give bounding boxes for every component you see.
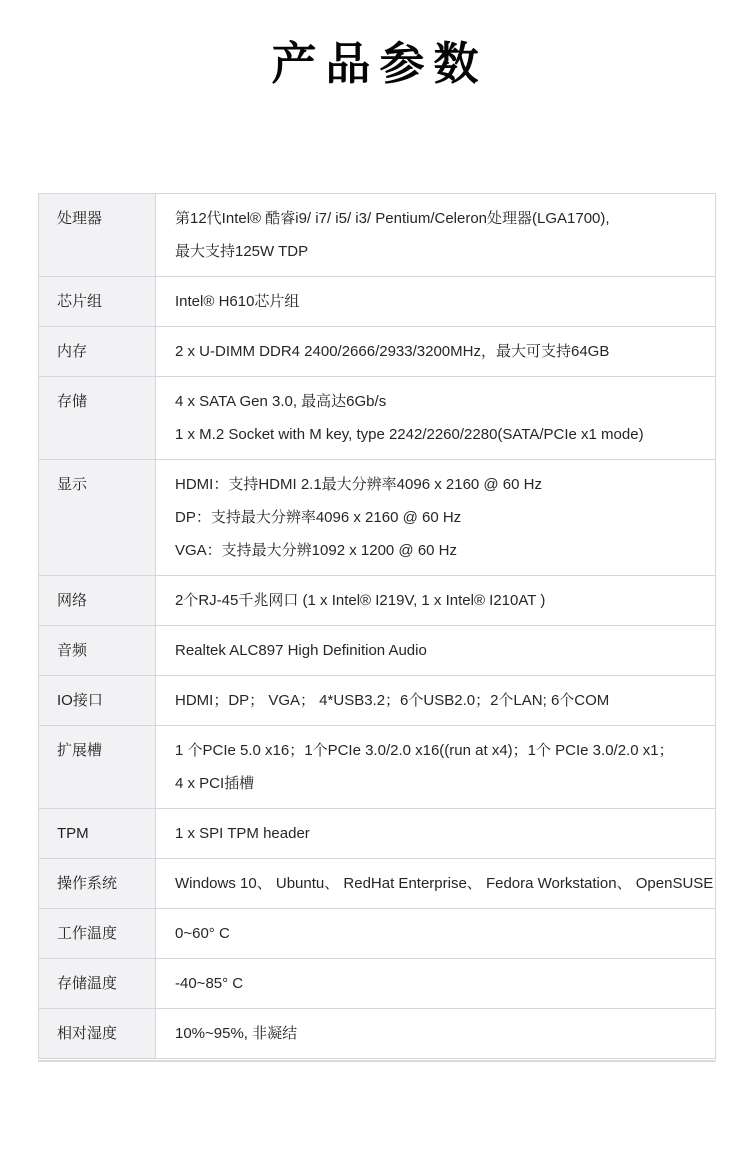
- spec-label: 存储温度: [39, 959, 156, 1009]
- spec-label: 相对湿度: [39, 1009, 156, 1059]
- table-bottom-edge: [38, 1060, 716, 1062]
- spec-table-row: [39, 327, 716, 377]
- spec-value-line: DP：支持最大分辨率4096 x 2160 @ 60 Hz: [175, 509, 462, 526]
- spec-table-row: [39, 726, 716, 809]
- spec-value-cell: [156, 460, 716, 576]
- spec-value-cell: [156, 576, 716, 626]
- spec-value-line: Windows 10、 Ubuntu、 RedHat Enterprise、 Fedora Workstation、 OpenSUSE: [175, 875, 714, 892]
- spec-table-row: [39, 377, 716, 460]
- spec-label: 内存: [39, 327, 156, 377]
- spec-label: 音频: [39, 626, 156, 676]
- spec-value-cell: [156, 327, 716, 377]
- spec-table-row: [39, 676, 716, 726]
- spec-table-row: [39, 959, 716, 1009]
- spec-value-line: 2 x U-DIMM DDR4 2400/2666/2933/3200MHz，最大可支持64GB: [175, 343, 610, 360]
- spec-value-cell: [156, 909, 716, 959]
- spec-table-body: [39, 194, 716, 1059]
- spec-label: 芯片组: [39, 277, 156, 327]
- spec-label: TPM: [39, 809, 156, 859]
- spec-table-row: [39, 626, 716, 676]
- spec-value-line: 最大支持125W TDP: [175, 243, 309, 260]
- spec-value-line: 2个RJ-45千兆网口 (1 x Intel® I219V, 1 x Intel® I210AT ): [175, 592, 546, 609]
- spec-table-row: [39, 809, 716, 859]
- spec-value-line: 1 x SPI TPM header: [175, 825, 310, 842]
- spec-value-line: 第12代Intel® 酷睿i9/ i7/ i5/ i3/ Pentium/Celeron处理器(LGA1700),: [175, 210, 610, 227]
- spec-value-line: 4 x SATA Gen 3.0, 最高达6Gb/s: [175, 393, 387, 410]
- spec-value-cell: [156, 859, 716, 909]
- spec-value-line: 1 个PCIe 5.0 x16；1个PCIe 3.0/2.0 x16((run at x4)；1个 PCIe 3.0/2.0 x1；: [175, 742, 674, 759]
- spec-label: IO接口: [39, 676, 156, 726]
- spec-table: [38, 193, 716, 1059]
- page-title: 产品参数: [271, 38, 488, 89]
- spec-table-row: [39, 576, 716, 626]
- spec-value-line: 4 x PCI插槽: [175, 775, 255, 792]
- spec-table-container: [38, 193, 716, 1062]
- spec-value-cell: [156, 959, 716, 1009]
- spec-value-cell: [156, 809, 716, 859]
- spec-value-cell: [156, 277, 716, 327]
- spec-value-line: HDMI；DP； VGA； 4*USB3.2；6个USB2.0；2个LAN; 6个COM: [175, 692, 610, 709]
- spec-label: 工作温度: [39, 909, 156, 959]
- spec-value-cell: [156, 194, 716, 277]
- spec-table-row: [39, 1009, 716, 1059]
- spec-value-cell: [156, 1009, 716, 1059]
- spec-value-cell: [156, 676, 716, 726]
- spec-table-row: [39, 909, 716, 959]
- spec-value-line: 10%~95%, 非凝结: [175, 1025, 298, 1042]
- spec-value-line: -40~85° C: [175, 975, 244, 992]
- spec-label: 显示: [39, 460, 156, 576]
- spec-label: 网络: [39, 576, 156, 626]
- spec-label: 操作系统: [39, 859, 156, 909]
- spec-table-row: [39, 194, 716, 277]
- spec-value-line: Intel® H610芯片组: [175, 293, 300, 310]
- spec-label: 扩展槽: [39, 726, 156, 809]
- spec-table-row: [39, 460, 716, 576]
- spec-table-row: [39, 277, 716, 327]
- spec-label: 存储: [39, 377, 156, 460]
- spec-value-line: VGA：支持最大分辨1092 x 1200 @ 60 Hz: [175, 542, 457, 559]
- spec-value-line: 0~60° C: [175, 925, 230, 942]
- spec-value-line: HDMI：支持HDMI 2.1最大分辨率4096 x 2160 @ 60 Hz: [175, 476, 542, 493]
- spec-label: 处理器: [39, 194, 156, 277]
- spec-value-cell: [156, 626, 716, 676]
- spec-value-line: 1 x M.2 Socket with M key, type 2242/2260/2280(SATA/PCIe x1 mode): [175, 426, 644, 443]
- spec-value-cell: [156, 726, 716, 809]
- spec-value-cell: [156, 377, 716, 460]
- spec-table-row: [39, 859, 716, 909]
- spec-value-line: Realtek ALC897 High Definition Audio: [175, 642, 427, 659]
